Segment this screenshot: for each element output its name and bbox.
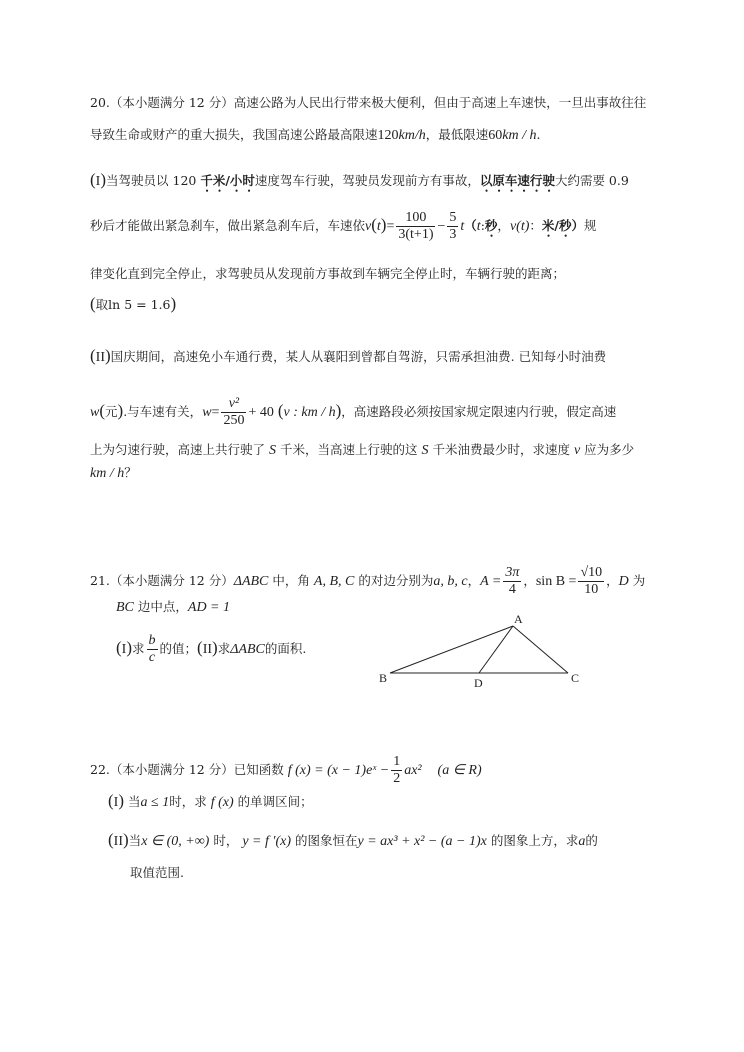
q22-part1-text: 当: [128, 794, 141, 809]
q20-part2-line4: [90, 465, 137, 482]
q21-comma: ，: [606, 573, 619, 588]
q22-header: 22.（本小题满分 12 分）已知函数: [90, 762, 284, 777]
label-a: A: [514, 612, 523, 626]
q20-part1-line2-text: 秒后才能做出紧急刹车，做出紧急刹车后，车速依: [90, 218, 366, 233]
fraction-numerator: b: [148, 633, 156, 648]
q22-part2-text: 的图象恒在: [294, 833, 358, 848]
cubic-curve: y = ax³ + x² − (a − 1)x: [357, 834, 487, 849]
angles-abc: A, B, C: [313, 574, 355, 589]
equals-sign: =: [386, 219, 395, 234]
q20-emphasis-kmh: 千米/小时: [200, 173, 255, 188]
q21-parts: (I)求 $\frac{b}{c}$ 的值；(II)求ΔABC的面积.: [116, 633, 307, 665]
q20-part2-line3-c: 千米油费最少时，求速度: [432, 442, 570, 457]
fraction-numerator: √10: [580, 565, 603, 580]
q20-intro-end: .: [536, 127, 541, 142]
q20-part1-text-b: 速度驾车行驶，驾驶员发现前方有事故，: [254, 173, 480, 188]
velocity-symbol: v: [365, 219, 372, 234]
function-f: f (x): [210, 795, 234, 810]
fuel-cost-symbol: w: [202, 405, 212, 420]
q22-line1: [90, 754, 482, 787]
fraction-denominator: 3: [449, 227, 457, 242]
unit-t-symbol: t: [476, 219, 481, 234]
fraction-100-over-3t1: [396, 210, 435, 243]
angle-a-eq: A =: [480, 574, 502, 589]
label-c: C: [571, 671, 580, 685]
unit-v-symbol: v(t): [509, 219, 530, 234]
triangle-figure: [370, 610, 600, 690]
q22-part2-line2: 取值范围.: [130, 865, 184, 880]
label-d: D: [474, 676, 483, 690]
q20-part1-text-a: 当驾驶员以 120: [106, 173, 201, 188]
fraction-denominator: 2: [393, 771, 401, 786]
minus-sign: −: [437, 219, 446, 234]
q20-part2-line3-b: 千米，当高速上行驶的这: [279, 442, 418, 457]
q22-part2-text: 时，: [213, 833, 239, 848]
fraction-denominator: c: [148, 650, 156, 665]
q20-intro-mid: ，最低限速: [425, 127, 489, 142]
q20-part2-text-c: ，高速路段必须按国家规定限速内行驶，假定高速: [341, 404, 617, 419]
fraction-denominator: 250: [223, 413, 245, 428]
speed-unit: km / h: [90, 466, 125, 481]
segment-bc: BC: [116, 600, 134, 615]
unit-meters-per-second: 米/秒: [541, 218, 572, 233]
q21-comma: ，: [523, 573, 536, 588]
time-symbol: t: [460, 219, 465, 234]
q21-part1-label: I: [121, 642, 127, 657]
fraction-denominator: 4: [508, 582, 516, 597]
q20-part2-line3-d: 应为多少: [584, 442, 635, 457]
equals-sign: =: [211, 405, 220, 420]
ax-squared: ax²: [404, 763, 422, 778]
q21-text: 边中点，: [137, 599, 188, 614]
max-speed-unit: km/h: [398, 128, 426, 143]
fraction-v2-over-250: [221, 396, 246, 429]
median-ad: [479, 626, 513, 673]
q22-part1: (I) 当a ≤ 1时，求 f (x) 的单调区间；: [108, 791, 313, 810]
min-speed-unit: km / h: [502, 128, 537, 143]
q20-part2-label: II: [95, 350, 105, 365]
function-f: f (x) = (x − 1)eˣ −: [287, 763, 390, 778]
q22-part2: (II)当x ∈ (0, +∞) 时， y = f ′(x) 的图象恒在y = ax³ + x² − (a − 1)x 的图象上方，求a的: [108, 830, 598, 849]
unit-colon: ：: [529, 218, 542, 233]
sides-abc: a, b, c: [433, 574, 468, 589]
question-mark: ？: [124, 465, 137, 480]
speed-unit: v : km / h: [283, 405, 336, 420]
q20-part1-line3: 律变化直到完全停止，求驾驶员从发现前方事故到车辆完全停止时，车辆行驶的距离；: [90, 266, 566, 281]
a-in-r: (a ∈ R): [437, 763, 482, 778]
q20-part2-line2: w(元).与车速有关，w= $\frac{\text{v²}}{250}$ + 40 (v : km / h)，高速路段必须按国家规定限速内行驶，假定高速: [90, 396, 617, 428]
yuan-unit: 元: [105, 404, 118, 419]
derivative-curve: y = f ′(x): [242, 834, 291, 849]
q21-text: 中，角: [272, 573, 310, 588]
fraction-sqrt10-over-10: [578, 565, 604, 598]
side-ba: [390, 626, 513, 673]
q20-part2-text: 国庆期间，高速免小车通行费，某人从襄阳到曾都自驾游，只需承担油费. 已知每小时油费: [110, 349, 607, 364]
q20-part1-line2-end: 规: [583, 218, 597, 233]
q22-part2-text: 当: [128, 833, 142, 848]
q20-intro-text: 导致生命或财产的重大损失，我国高速公路最高限速: [90, 127, 378, 142]
variable-a: a: [578, 834, 586, 849]
unit-colon: :: [480, 218, 485, 233]
q20-emphasis-original-speed: 以原车速行驶: [479, 173, 555, 188]
q20-part2-line1: (II)国庆期间，高速免小车通行费，某人从襄阳到曾都自驾游，只需承担油费. 已知每小时油费: [90, 346, 607, 365]
unit-seconds: 秒: [484, 218, 498, 233]
q21-part2-text: 求: [217, 641, 231, 656]
q22-part2-text: 的: [585, 833, 598, 848]
q22-part1-text: 时，求: [169, 794, 207, 809]
q20-part1-line2: 秒后才能做出紧急刹车，做出紧急刹车后，车速依v(t)= $\frac{100}{3(t+1)}$ − $\frac{5}{3}$ t（t:秒，v(t)：米/秒）规: [90, 210, 597, 242]
q20-intro-line2: [90, 127, 540, 144]
fraction-numerator: v²: [221, 396, 246, 413]
ad-equals-1: AD = 1: [187, 600, 230, 615]
a-le-1: a ≤ 1: [140, 795, 170, 810]
q20-part2-line3: [90, 442, 634, 459]
side-ac: [513, 626, 568, 673]
q20-intro-line1: 20.（本小题满分 12 分）高速公路为人民出行带来极大便利，但由于高速上车速快，一旦出事故往往: [90, 95, 647, 110]
velocity-symbol: v: [573, 443, 581, 458]
fraction-5-over-3: [447, 210, 458, 243]
q21-part2-label: II: [202, 642, 213, 657]
q20-part1-label: I: [95, 174, 101, 189]
fraction-numerator: 1: [393, 754, 401, 769]
q21-part2-text: 的面积.: [264, 641, 307, 656]
fuel-cost-symbol: w: [90, 405, 100, 420]
q21-text: 的对边分别为: [358, 573, 434, 588]
max-speed-value: 120: [377, 128, 399, 143]
triangle-abc: ΔABC: [230, 642, 265, 657]
q21-text: 为: [632, 573, 646, 588]
fraction-1-over-2: [391, 754, 402, 787]
fraction-numerator: 3π: [505, 565, 520, 580]
unit-open-paren: （: [464, 218, 477, 233]
q20-part1-line1: (I)当驾驶员以 120 千米/小时速度驾车行驶，驾驶员发现前方有事故，以原车速行驶大约需要 0.9: [90, 170, 629, 189]
unit-close-paren: ）: [571, 218, 584, 233]
q20-part2-line3-a: 上为匀速行驶，高速上共行驶了: [90, 442, 266, 457]
triangle-abc: ΔABC: [233, 574, 269, 589]
fraction-b-over-c: [147, 633, 158, 666]
q21-part1-text: 求: [132, 641, 145, 656]
fraction-3pi-over-4: [503, 565, 521, 598]
q22-part1-text: 的单调区间；: [237, 794, 313, 809]
min-speed-value: 60: [488, 128, 503, 143]
distance-symbol: S: [421, 443, 429, 458]
q21-line2: [116, 599, 230, 616]
q21-comma: ，: [467, 573, 481, 588]
q21-line1: [90, 565, 645, 598]
time-symbol: t: [376, 219, 381, 234]
fraction-denominator: 3(t+1): [398, 227, 434, 242]
plus-forty: + 40: [248, 405, 274, 420]
fraction-numerator: 5: [449, 210, 457, 225]
q22-part2-label: II: [113, 834, 123, 849]
x-domain: x ∈ (0, +∞): [141, 834, 210, 849]
label-b: B: [379, 671, 388, 685]
point-d: D: [618, 574, 629, 589]
fraction-denominator: 10: [584, 582, 599, 597]
sin-b-eq: sin B =: [535, 574, 577, 589]
q22-part2-text: 的图象上方，求: [490, 833, 579, 848]
unit-separator: ，: [497, 218, 510, 233]
q21-header: 21.（本小题满分 12 分）: [90, 573, 234, 588]
q20-part1-hint: (取ln 5 = 1.6): [90, 294, 177, 313]
q20-part1-text-c: 大约需要 0.9: [554, 173, 629, 188]
distance-symbol: S: [269, 443, 276, 458]
q21-part1-text: 的值；: [159, 641, 198, 656]
ln5-hint: 取ln 5 = 1.6: [95, 297, 171, 312]
q22-part1-label: I: [113, 795, 119, 810]
q20-part2-text-b: .与车速有关，: [123, 404, 203, 419]
fraction-numerator: 100: [396, 210, 435, 227]
